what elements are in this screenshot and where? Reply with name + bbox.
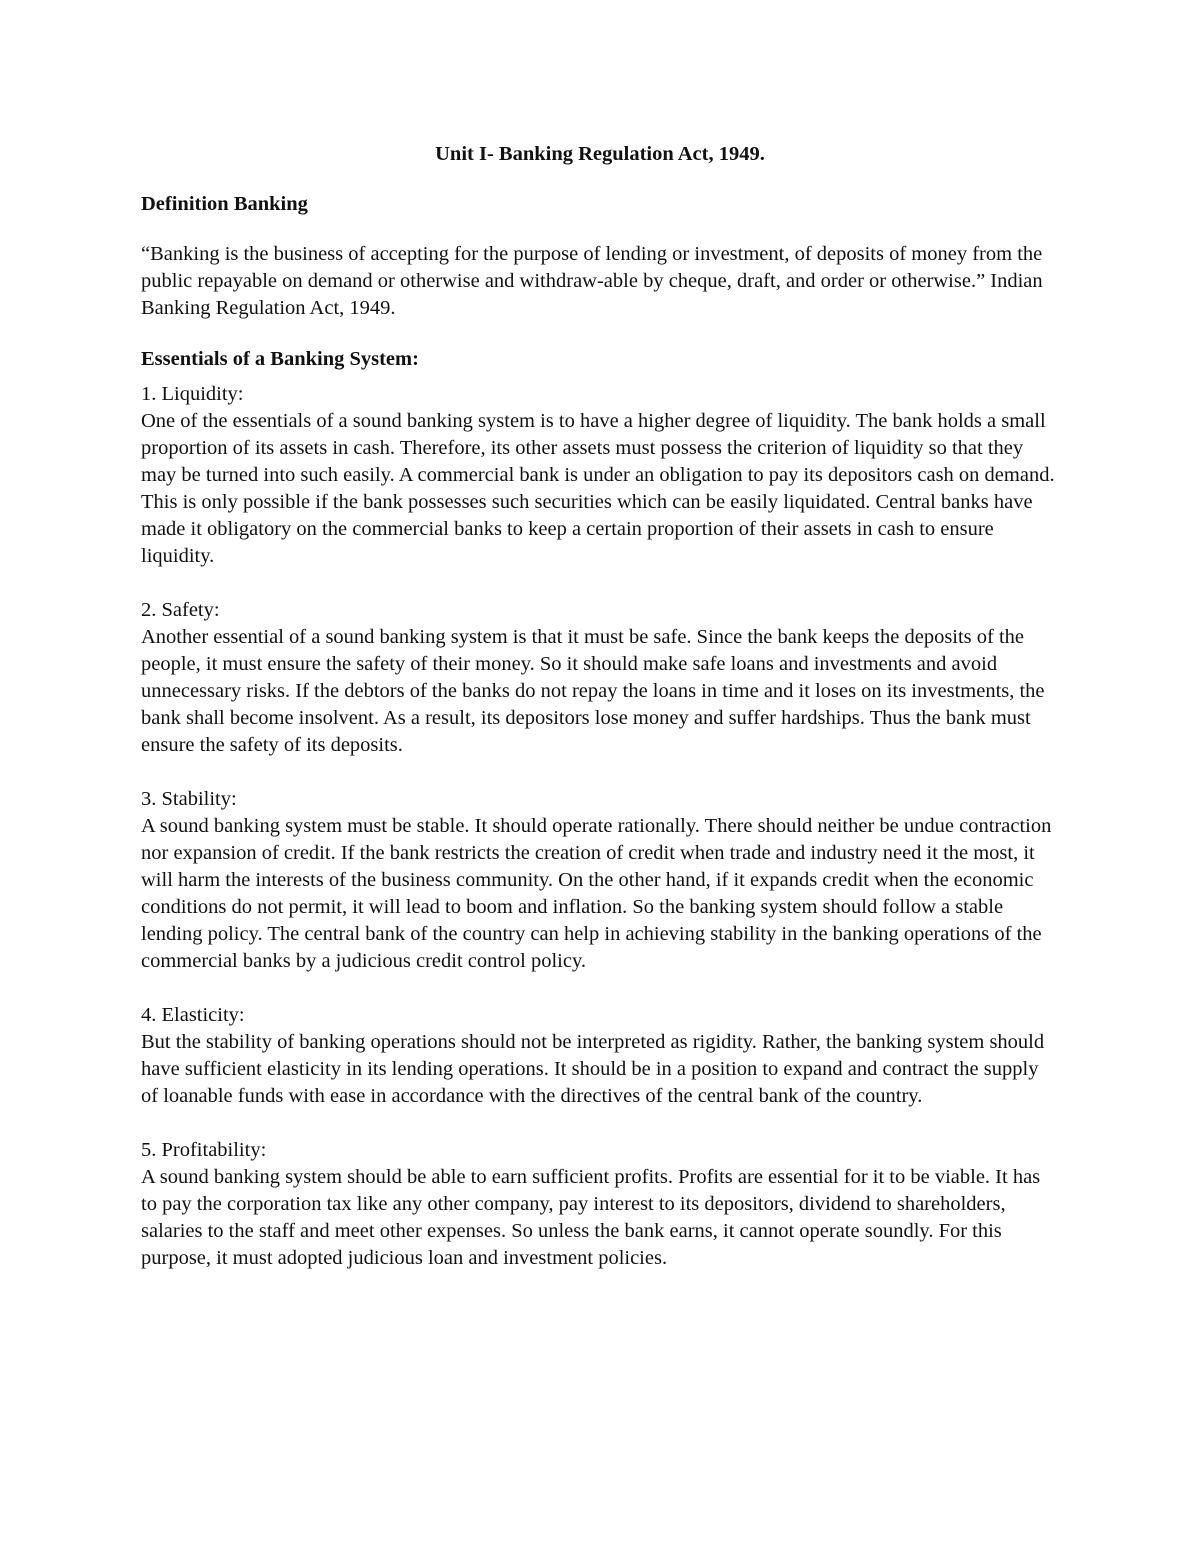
essential-label: 4. Elasticity: [141, 1004, 245, 1026]
essential-text: One of the essentials of a sound banking system is to have a higher degree of liquidity. The bank holds a small proportion of its assets in cash. Therefore, its other assets must possess the criterion of liquidity so that they may be turned into such easily. A commercial bank is under an obligation to pay its depositors cash on demand. This is only possible if the bank possesses such securities which can be easily liquidated. Central banks have made it obligatory on the commercial banks to keep a certain proportion of their assets in cash to ensure liquidity. [141, 410, 1055, 567]
essential-label: 1. Liquidity: [141, 383, 244, 405]
document-title: Unit I- Banking Regulation Act, 1949. [435, 143, 765, 165]
essential-text: But the stability of banking operations should not be interpreted as rigidity. Rather, the banking system should have sufficient elasticity in its lending operations. It should be in a position to expand and contract the supply of loanable funds with ease in accordance with the directives of the central bank of the country. [141, 1031, 1045, 1107]
essential-profitability [141, 1137, 1059, 1272]
document-content [141, 141, 1059, 1299]
essential-label: 2. Safety: [141, 599, 220, 621]
title-block [141, 141, 1059, 168]
essential-text: A sound banking system must be stable. It should operate rationally. There should neither be undue contraction nor expansion of credit. If the bank restricts the creation of credit when trade and industry need it the most, it will harm the interests of the business community. On the other hand, if it expands credit when the economic conditions do not permit, it will lead to boom and inflation. So the banking system should follow a stable lending policy. The central bank of the country can help in achieving stability in the banking operations of the commercial banks by a judicious credit control policy. [141, 815, 1052, 972]
essentials-heading: Essentials of a Banking System: [141, 348, 419, 370]
definition-paragraph: “Banking is the business of accepting for the purpose of lending or investment, of deposits of money from the public repayable on demand or otherwise and withdraw-able by cheque, draft, and order or otherwise.” Indian Banking Regulation Act, 1949. [141, 243, 1043, 319]
essential-stability [141, 786, 1059, 975]
essential-label: 5. Profitability: [141, 1139, 267, 1161]
essential-text: Another essential of a sound banking system is that it must be safe. Since the bank keeps the deposits of the people, it must ensure the safety of their money. So it should make safe loans and investments and avoid unnecessary risks. If the debtors of the banks do not repay the loans in time and it loses on its investments, the bank shall become insolvent. As a result, its depositors lose money and suffer hardships. Thus the bank must ensure the safety of its deposits. [141, 626, 1045, 756]
essential-liquidity [141, 381, 1059, 570]
definition-heading: Definition Banking [141, 193, 308, 215]
essential-elasticity [141, 1002, 1059, 1110]
essential-text: A sound banking system should be able to earn sufficient profits. Profits are essential for it to be viable. It has to pay the corporation tax like any other company, pay interest to its depositors, dividend to shareholders, salaries to the staff and meet other expenses. So unless the bank earns, it cannot operate soundly. For this purpose, it must adopted judicious loan and investment policies. [141, 1166, 1041, 1269]
essential-label: 3. Stability: [141, 788, 237, 810]
essential-safety [141, 597, 1059, 759]
